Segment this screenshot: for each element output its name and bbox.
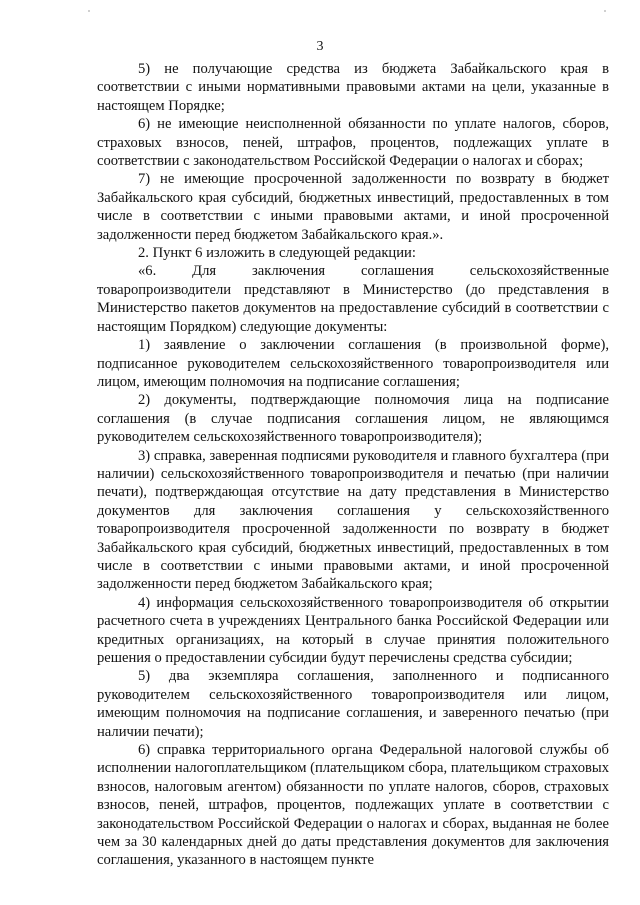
paragraph-doc-5-agreement-copies: 5) два экземпляра соглашения, заполненного и подписанного руководителем сельскохозяйственного товаропроизводителя или лицом, имеющим полномочия на подписание соглашения, и заверенного печатью (при наличии печати); — [97, 668, 609, 740]
page-number: 3 — [316, 39, 324, 54]
paragraph-doc-1-application: 1) заявление о заключении соглашения (в произвольной форме), подписанное руководителем сельскохозяйственного товаропроизводителя или лицом, имеющим полномочия на подписание соглашения; — [97, 337, 609, 390]
scan-mark — [88, 10, 90, 12]
scan-mark — [604, 10, 606, 12]
paragraph-item-7-overdue-debt: 7) не имеющие просроченной задолженности по возврату в бюджет Забайкальского края субсидий, бюджетных инвестиций, предоставленных в том числе в соответствии с иными правовыми актами, и иной просроченной задолженности перед бюджетом Забайкальского края.». — [97, 171, 609, 243]
paragraph-item-6-tax-obligations: 6) не имеющие неисполненной обязанности по уплате налогов, сборов, страховых взносов, пеней, штрафов, процентов, подлежащих уплате в соответствии с законодательством Российской Федерации о налогах и сборах; — [97, 116, 609, 170]
document-body — [97, 60, 609, 870]
paragraph-amendment-point-2: 2. Пункт 6 изложить в следующей редакции: — [138, 245, 416, 262]
paragraph-point-6-intro: «6. Для заключения соглашения сельскохозяйственные товаропроизводители представляют в Министерство (до представления в Министерство пакетов документов на предоставление субсидий в соответствии с настоящим Порядком) следующие документы: — [97, 263, 609, 335]
paragraph-doc-6-tax-certificate: 6) справка территориального органа Федеральной налоговой службы об исполнении налогоплательщиком (плательщиком сбора, плательщиком страховых взносов, налоговым агентом) обязанности по уплате налогов, сборов, страховых взносов, пеней, штрафов, процентов, подлежащих уплате в соответствии с законодательством Российской Федерации о налогах и сборах, выданная не более чем за 30 календарных дней до даты представления документов для заключения соглашения, указанного в настоящем пункте — [97, 742, 609, 869]
paragraph-doc-4-bank-account: 4) информация сельскохозяйственного товаропроизводителя об открытии расчетного счета в учреждениях Центрального банка Российской Федерации или кредитных организациях, на который в случае принятия положительного решения о предоставлении субсидии будут перечислены средства субсидии; — [97, 594, 609, 666]
paragraph-doc-2-authority: 2) документы, подтверждающие полномочия лица на подписание соглашения (в случае подписания соглашения лицом, не являющимся руководителем сельскохозяйственного товаропроизводителя); — [97, 392, 609, 446]
paragraph-item-5-budget-funds: 5) не получающие средства из бюджета Забайкальского края в соответствии с иными нормативными правовыми актами на цели, указанные в настоящем Порядке; — [97, 61, 609, 114]
paragraph-doc-3-certificate: 3) справка, заверенная подписями руководителя и главного бухгалтера (при наличии) сельскохозяйственного товаропроизводителя и печатью (при наличии печати), подтверждающая отсутствие на дату представления в Министерство документов для заключения соглашения у сельскохозяйственного товаропроизводителя просроченной задолженности по возврату в бюджет Забайкальского края субсидий, бюджетных инвестиций, предоставленных в том числе в соответствии с иными правовыми актами, и иной просроченной задолженности перед бюджетом Забайкальского края; — [97, 447, 609, 593]
